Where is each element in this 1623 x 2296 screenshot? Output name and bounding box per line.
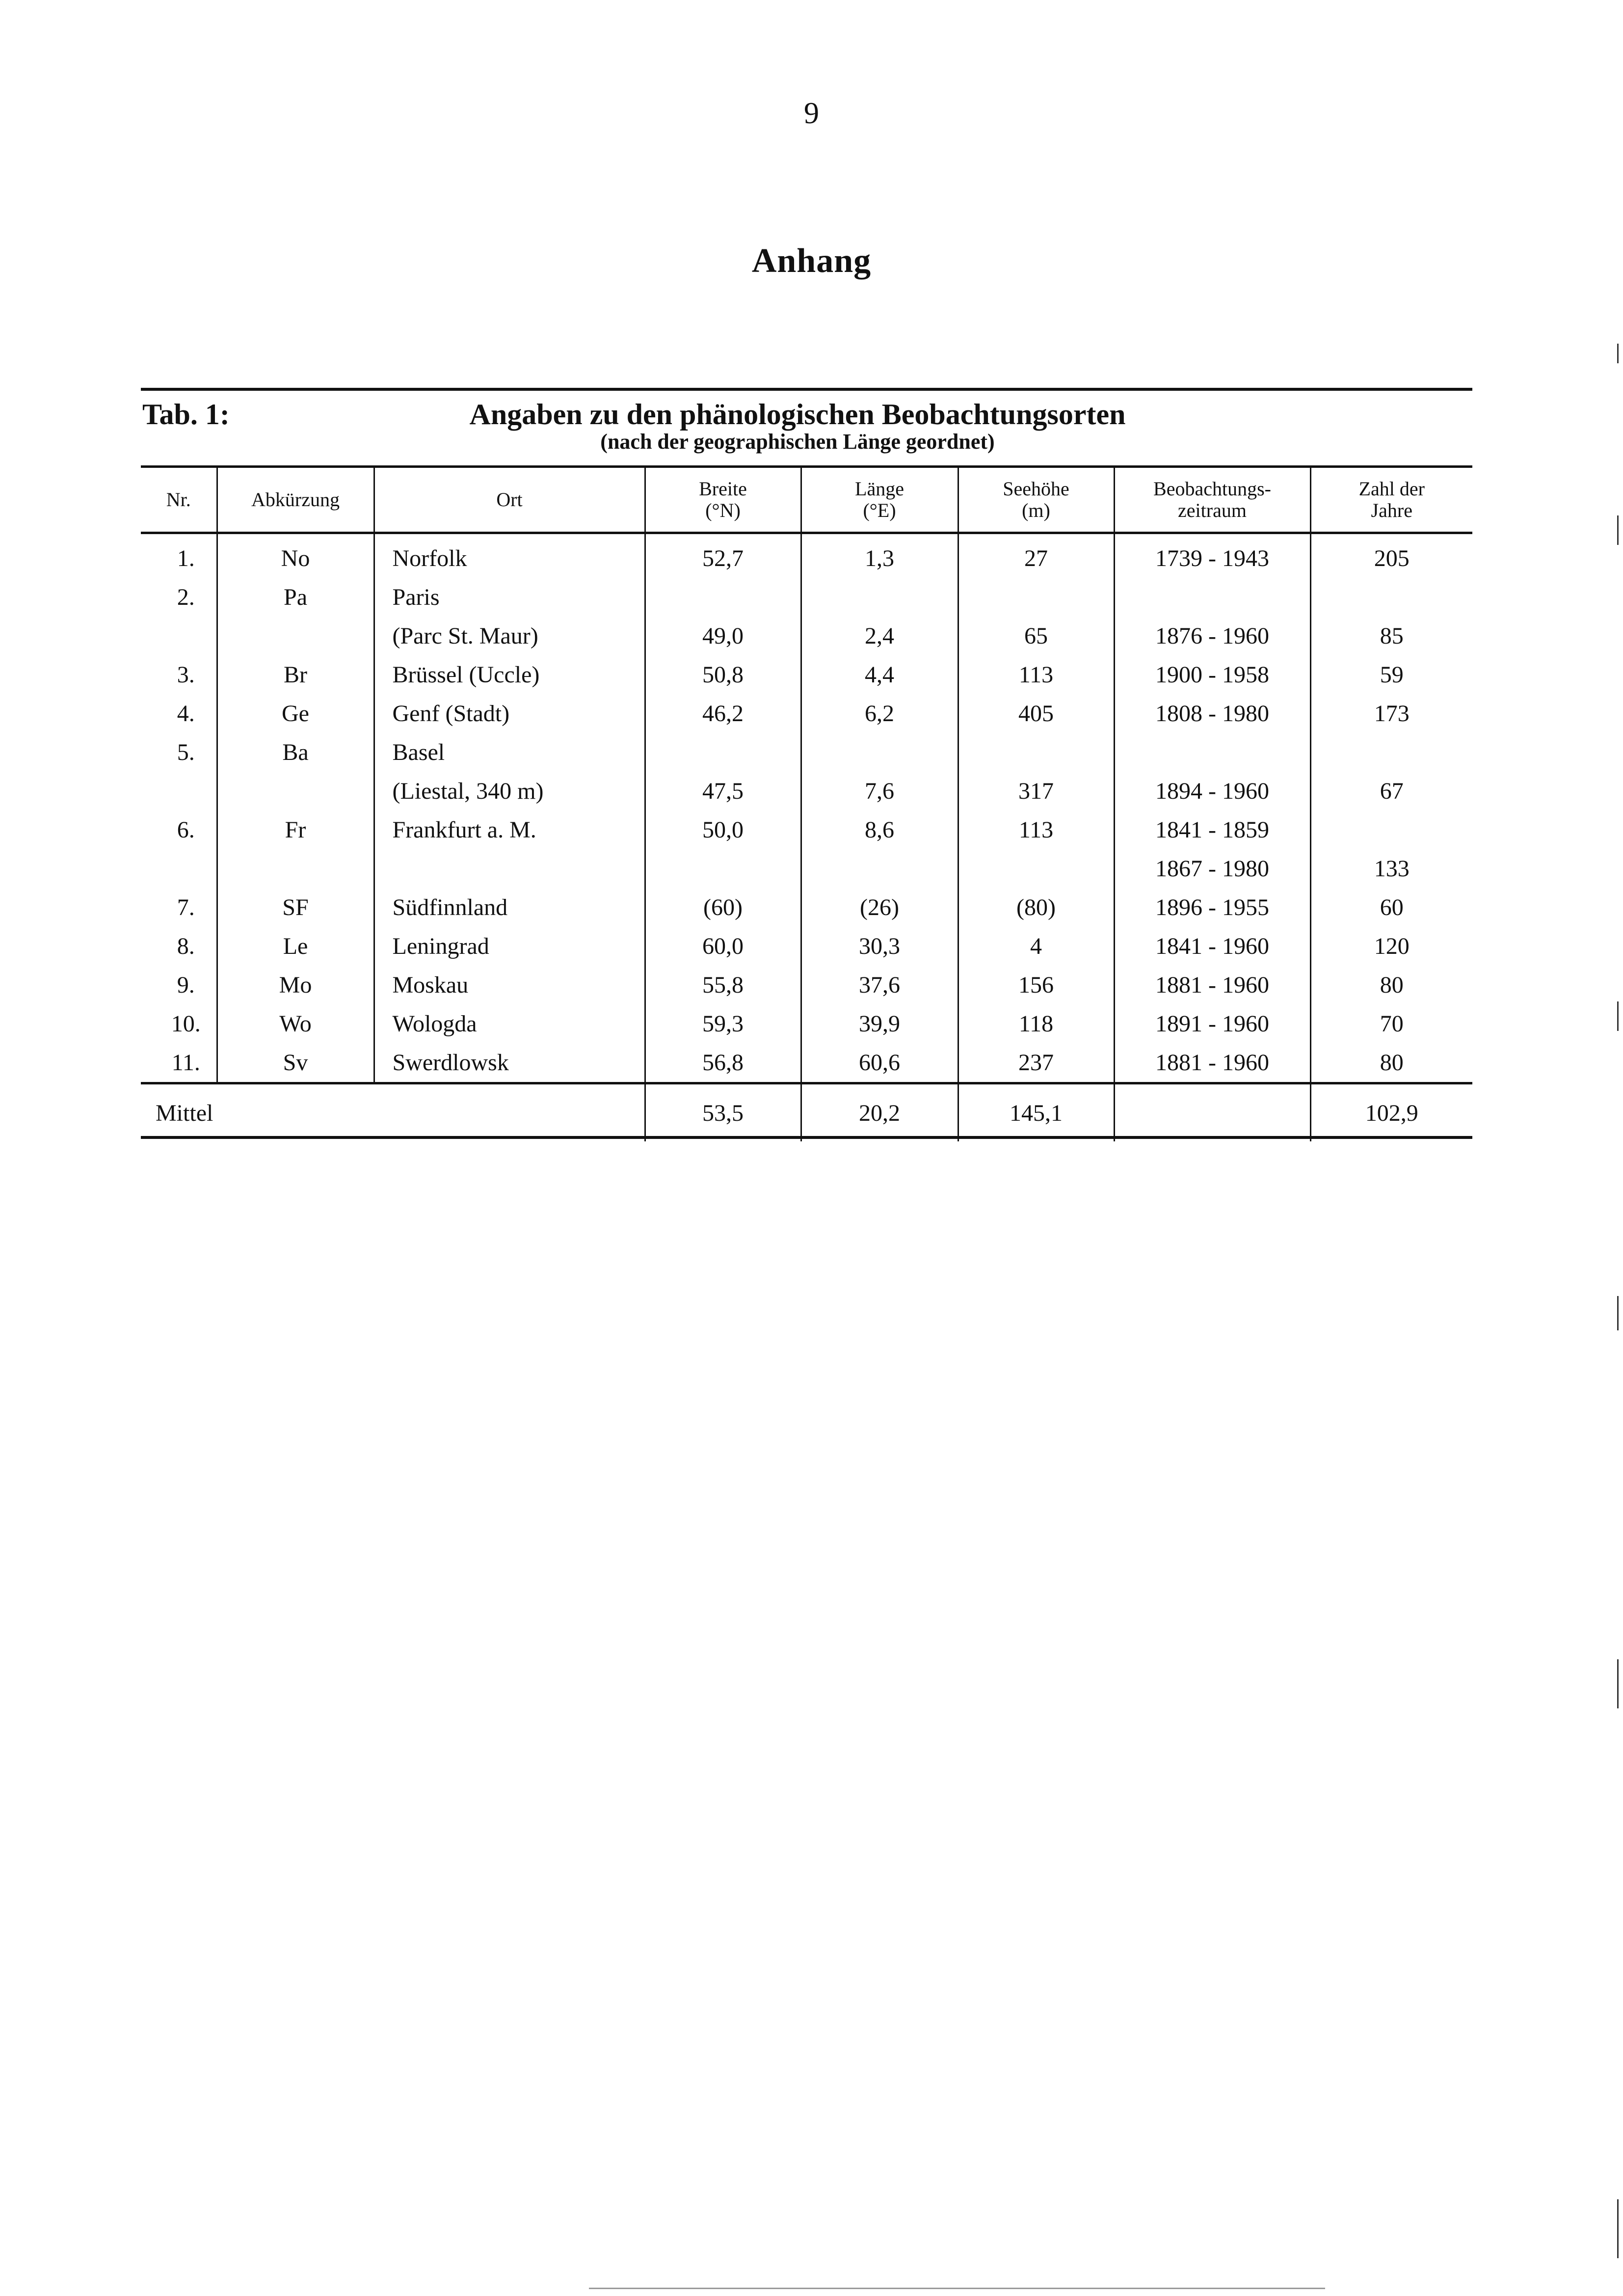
scan-artifact	[1617, 2199, 1619, 2258]
cell-seehoehe: 4	[958, 927, 1114, 966]
cell-breite: 55,8	[645, 966, 801, 1004]
cell-breite: 47,5	[645, 772, 801, 810]
cell-zeitraum: 1739 - 1943	[1114, 533, 1310, 578]
scan-artifact	[1617, 1001, 1619, 1031]
cell-abk: Br	[217, 655, 374, 694]
cell-abk: Mo	[217, 966, 374, 1004]
cell-nr: 3.	[177, 662, 195, 688]
table-top-rule	[141, 388, 1472, 391]
table-row	[141, 578, 1472, 617]
cell-seehoehe: (80)	[958, 888, 1114, 927]
cell-nr: 5.	[177, 739, 195, 765]
header-abkuerzung: Abkürzung	[217, 467, 374, 533]
cell-breite: 60,0	[645, 927, 801, 966]
cell-jahre: 70	[1310, 1004, 1472, 1043]
cell-breite: 52,7	[645, 533, 801, 578]
cell-nr	[141, 772, 217, 810]
cell-laenge: 2,4	[801, 617, 958, 655]
cell-breite: 50,0	[645, 810, 801, 849]
table-row	[141, 810, 1472, 849]
table-row	[141, 733, 1472, 772]
table-row	[141, 617, 1472, 655]
header-laenge: Länge (°E)	[801, 467, 958, 533]
cell-jahre: 59	[1310, 655, 1472, 694]
cell-nr: 10.	[171, 1011, 201, 1037]
table-bottom-rule	[141, 1136, 1472, 1139]
cell-laenge: 7,6	[801, 772, 958, 810]
cell-ort: Basel	[374, 733, 645, 772]
cell-seehoehe: 118	[958, 1004, 1114, 1043]
cell-seehoehe	[958, 849, 1114, 888]
table-header-row	[141, 467, 1472, 533]
cell-abk: Ge	[217, 694, 374, 733]
cell-zeitraum: 1876 - 1960	[1114, 617, 1310, 655]
cell-abk: No	[217, 533, 374, 578]
cell-breite: 56,8	[645, 1043, 801, 1083]
cell-laenge	[801, 849, 958, 888]
cell-abk: SF	[217, 888, 374, 927]
cell-jahre: 80	[1310, 1043, 1472, 1083]
table-row	[141, 966, 1472, 1004]
cell-zeitraum: 1896 - 1955	[1114, 888, 1310, 927]
table-label: Tab. 1:	[142, 398, 230, 431]
table-row	[141, 772, 1472, 810]
cell-breite	[645, 849, 801, 888]
cell-zeitraum: 1841 - 1960	[1114, 927, 1310, 966]
cell-breite: 49,0	[645, 617, 801, 655]
cell-jahre: 85	[1310, 617, 1472, 655]
table-row-mittel	[141, 1083, 1472, 1142]
cell-seehoehe: 405	[958, 694, 1114, 733]
cell-abk	[217, 849, 374, 888]
cell-laenge: 60,6	[801, 1043, 958, 1083]
cell-zeitraum: 1867 - 1980	[1114, 849, 1310, 888]
cell-mittel-jahre: 102,9	[1310, 1083, 1472, 1142]
cell-ort: Moskau	[374, 966, 645, 1004]
cell-ort: (Parc St. Maur)	[374, 617, 645, 655]
cell-seehoehe: 317	[958, 772, 1114, 810]
cell-nr: 7.	[177, 894, 195, 920]
cell-nr	[141, 849, 217, 888]
cell-laenge	[801, 733, 958, 772]
cell-breite: 50,8	[645, 655, 801, 694]
cell-seehoehe: 65	[958, 617, 1114, 655]
cell-seehoehe	[958, 578, 1114, 617]
cell-seehoehe: 113	[958, 655, 1114, 694]
cell-ort	[374, 849, 645, 888]
cell-ort: (Liestal, 340 m)	[374, 772, 645, 810]
cell-laenge: 39,9	[801, 1004, 958, 1043]
table-subtitle: (nach der geographischen Länge geordnet)	[600, 430, 995, 454]
cell-zeitraum: 1808 - 1980	[1114, 694, 1310, 733]
cell-jahre: 173	[1310, 694, 1472, 733]
cell-jahre: 133	[1310, 849, 1472, 888]
cell-mittel-zeitraum	[1114, 1083, 1310, 1142]
cell-laenge: 8,6	[801, 810, 958, 849]
cell-breite	[645, 578, 801, 617]
cell-ort: Frankfurt a. M.	[374, 810, 645, 849]
cell-ort: Genf (Stadt)	[374, 694, 645, 733]
cell-zeitraum: 1900 - 1958	[1114, 655, 1310, 694]
table-row	[141, 888, 1472, 927]
cell-nr: 2.	[177, 584, 195, 610]
cell-jahre	[1310, 578, 1472, 617]
cell-nr: 6.	[177, 817, 195, 843]
cell-ort: Brüssel (Uccle)	[374, 655, 645, 694]
cell-laenge	[801, 578, 958, 617]
cell-seehoehe: 156	[958, 966, 1114, 1004]
header-breite: Breite (°N)	[645, 467, 801, 533]
scan-artifact	[1617, 515, 1619, 545]
header-zeitraum: Beobachtungs- zeitraum	[1114, 467, 1310, 533]
cell-abk: Wo	[217, 1004, 374, 1043]
cell-abk	[217, 617, 374, 655]
cell-nr: 11.	[171, 1050, 200, 1076]
cell-laenge: 6,2	[801, 694, 958, 733]
cell-seehoehe: 27	[958, 533, 1114, 578]
cell-breite: 59,3	[645, 1004, 801, 1043]
cell-laenge: 30,3	[801, 927, 958, 966]
cell-ort: Norfolk	[374, 533, 645, 578]
cell-jahre: 80	[1310, 966, 1472, 1004]
cell-laenge: (26)	[801, 888, 958, 927]
table-row	[141, 1004, 1472, 1043]
cell-seehoehe: 113	[958, 810, 1114, 849]
cell-jahre	[1310, 810, 1472, 849]
table-caption	[245, 399, 1350, 454]
cell-mittel-breite: 53,5	[645, 1083, 801, 1142]
cell-jahre: 120	[1310, 927, 1472, 966]
cell-jahre	[1310, 733, 1472, 772]
table-row	[141, 655, 1472, 694]
cell-breite: 46,2	[645, 694, 801, 733]
table-row	[141, 849, 1472, 888]
scan-artifact	[1617, 344, 1619, 363]
cell-mittel-laenge: 20,2	[801, 1083, 958, 1142]
cell-abk: Fr	[217, 810, 374, 849]
table-row	[141, 927, 1472, 966]
cell-zeitraum: 1881 - 1960	[1114, 966, 1310, 1004]
cell-mittel-label: Mittel	[141, 1083, 645, 1142]
cell-mittel-seehoehe: 145,1	[958, 1083, 1114, 1142]
cell-laenge: 37,6	[801, 966, 958, 1004]
stations-table	[141, 465, 1472, 1141]
cell-zeitraum: 1881 - 1960	[1114, 1043, 1310, 1083]
cell-zeitraum: 1894 - 1960	[1114, 772, 1310, 810]
cell-breite: (60)	[645, 888, 801, 927]
cell-ort: Leningrad	[374, 927, 645, 966]
section-title: Anhang	[751, 242, 872, 280]
scan-artifact	[1617, 1659, 1619, 1708]
cell-laenge: 1,3	[801, 533, 958, 578]
table-title: Angaben zu den phänologischen Beobachtungsorten	[469, 398, 1126, 431]
cell-abk: Pa	[217, 578, 374, 617]
cell-zeitraum: 1891 - 1960	[1114, 1004, 1310, 1043]
table-row	[141, 1043, 1472, 1083]
cell-zeitraum: 1841 - 1859	[1114, 810, 1310, 849]
header-nr: Nr.	[141, 467, 217, 533]
cell-abk	[217, 772, 374, 810]
cell-zeitraum	[1114, 733, 1310, 772]
cell-ort: Swerdlowsk	[374, 1043, 645, 1083]
scan-artifact	[589, 2288, 1325, 2289]
cell-ort: Wologda	[374, 1004, 645, 1043]
cell-nr: 8.	[177, 933, 195, 959]
cell-abk: Le	[217, 927, 374, 966]
cell-breite	[645, 733, 801, 772]
scan-artifact	[1617, 1296, 1619, 1330]
cell-abk: Ba	[217, 733, 374, 772]
header-ort: Ort	[374, 467, 645, 533]
cell-jahre: 205	[1310, 533, 1472, 578]
header-jahre: Zahl der Jahre	[1310, 467, 1472, 533]
cell-abk: Sv	[217, 1043, 374, 1083]
cell-seehoehe	[958, 733, 1114, 772]
cell-ort: Südfinnland	[374, 888, 645, 927]
table-row	[141, 694, 1472, 733]
cell-zeitraum	[1114, 578, 1310, 617]
cell-jahre: 67	[1310, 772, 1472, 810]
cell-nr	[141, 617, 217, 655]
table-row	[141, 533, 1472, 578]
cell-nr: 1.	[177, 545, 195, 571]
page-number: 9	[804, 97, 819, 130]
cell-laenge: 4,4	[801, 655, 958, 694]
cell-seehoehe: 237	[958, 1043, 1114, 1083]
cell-ort: Paris	[374, 578, 645, 617]
header-seehoehe: Seehöhe (m)	[958, 467, 1114, 533]
cell-nr: 4.	[177, 701, 195, 727]
cell-jahre: 60	[1310, 888, 1472, 927]
cell-nr: 9.	[177, 972, 195, 998]
